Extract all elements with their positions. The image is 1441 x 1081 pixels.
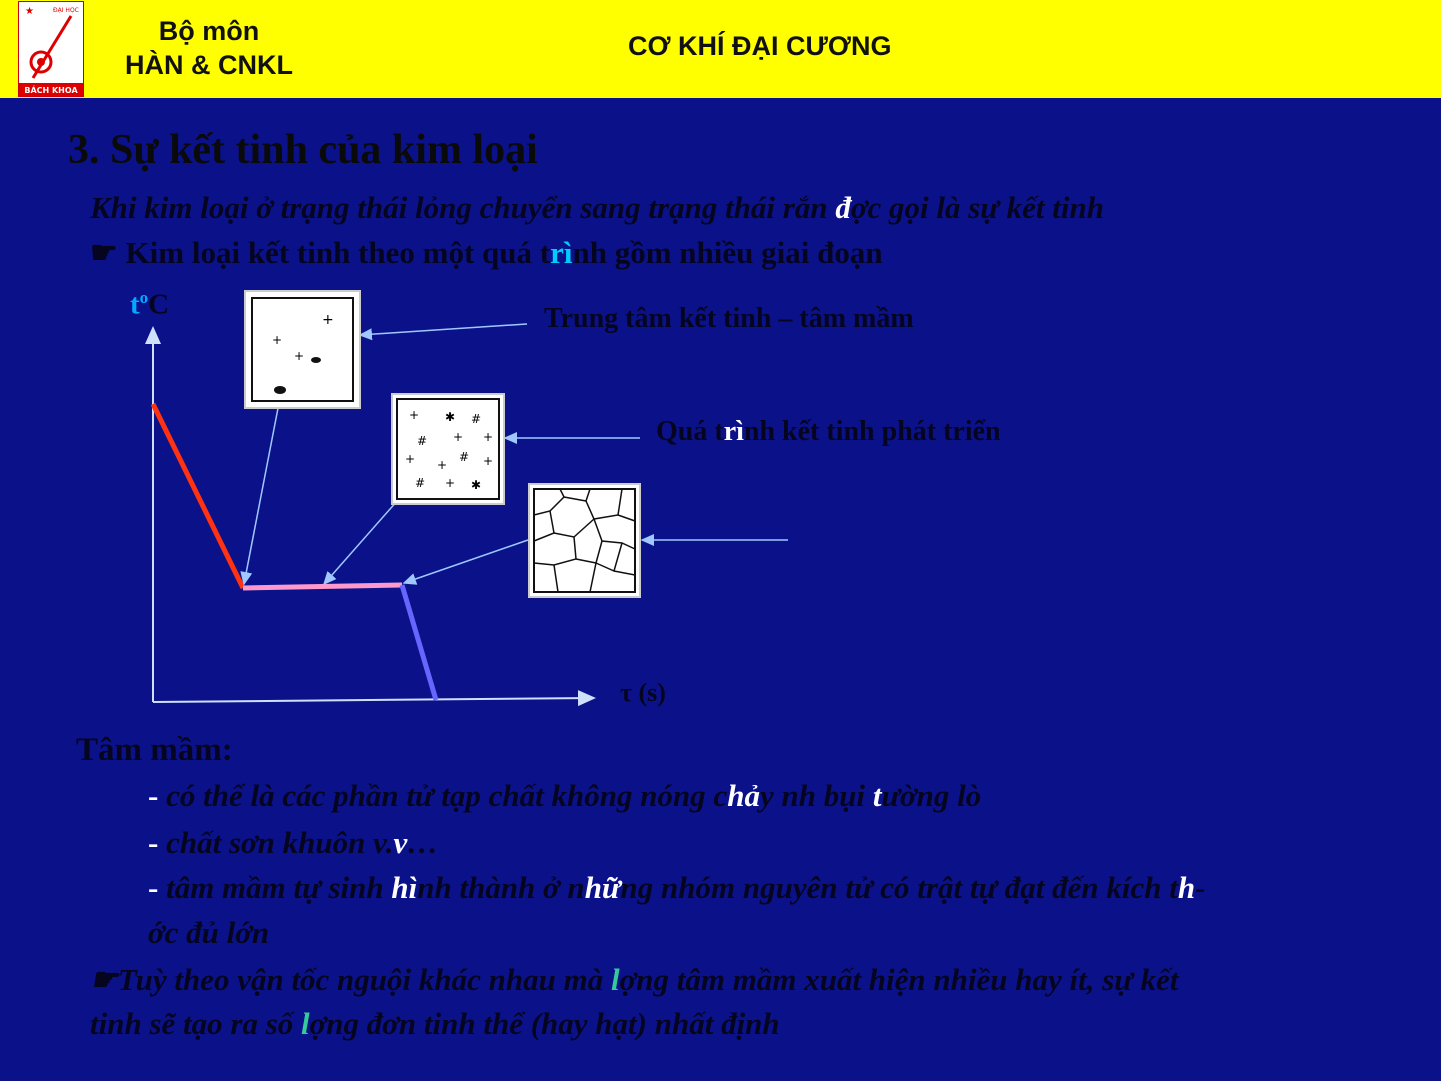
solid-cooling-segment (402, 585, 436, 700)
conclusion-line-1: ☛Tuỳ theo vận tốc nguội khác nhau mà lợng tâm mầm xuất hiện nhiều hay ít, sự kết (90, 962, 1179, 997)
nuclei-item-3-cont: ớc đủ lớn (148, 915, 270, 950)
liquid-cooling-segment (153, 404, 243, 588)
growth-micrograph (391, 393, 505, 505)
nuclei-micrograph (244, 290, 361, 409)
svg-text:+: + (483, 430, 494, 444)
y-axis-label: $t^oC$ (130, 288, 170, 321)
grains-micrograph (528, 483, 641, 598)
course-title: CƠ KHÍ ĐẠI CƯƠNG (628, 31, 892, 61)
svg-text:#: # (471, 412, 482, 426)
nuclei-label: Trung tâm kết tinh – tâm mầm (544, 303, 914, 334)
pointer-arrow-nuclei-to-curve (244, 403, 279, 584)
pointer-arrow-nuclei-label (360, 324, 527, 335)
department-name: Bộ môn HÀN & CNKL (125, 16, 293, 80)
svg-text:+: + (272, 333, 283, 347)
nuclei-item-2: - chất sơn khuôn v.v… (148, 825, 439, 860)
svg-text:#: # (459, 450, 470, 464)
growth-label: Quá trình kết tinh phát triển (656, 416, 1001, 447)
x-axis (153, 698, 594, 702)
svg-text:+: + (437, 458, 448, 472)
pointer-arrow-grains-to-curve (404, 540, 528, 583)
nuclei-heading: Tâm mầm: (76, 732, 233, 768)
slide-title: 3. Sự kết tinh của kim loại (68, 127, 538, 173)
svg-text:ĐẠI HỌC: ĐẠI HỌC (53, 7, 79, 14)
svg-text:+: + (294, 349, 305, 363)
svg-text:+: + (405, 452, 416, 466)
nuclei-item-1: - có thể là các phần tử tạp chất không nóng chảy nh bụi tường lò (148, 778, 982, 813)
x-axis-label: τ (s) (620, 678, 666, 707)
svg-text:BÁCH KHOA: BÁCH KHOA (24, 86, 78, 95)
svg-text:+: + (483, 454, 494, 468)
conclusion-line-2: tinh sẽ tạo ra số lợng đơn tinh thể (hay hạt) nhất định (90, 1006, 780, 1041)
svg-text:✱: ✱ (471, 478, 482, 492)
svg-text:★: ★ (25, 6, 34, 17)
pointer-arrow-growth-to-curve (324, 500, 398, 584)
intro-text: Khi kim loại ở trạng thái lỏng chuyển sang trạng thái rắn đợc gọi là sự kết tinh (90, 190, 1104, 225)
svg-text:#: # (415, 476, 426, 490)
nuclei-item-3: - tâm mầm tự sinh hình thành ở những nhóm nguyên tử có trật tự đạt đến kích th- (148, 870, 1206, 905)
svg-text:+: + (453, 430, 464, 444)
svg-text:+: + (322, 312, 334, 328)
svg-text:✱: ✱ (445, 410, 456, 424)
svg-text:#: # (417, 434, 428, 448)
crystallization-plateau (243, 585, 402, 588)
svg-text:+: + (409, 408, 420, 422)
stages-bullet: ☛ Kim loại kết tinh theo một quá trình gồm nhiều giai đoạn (90, 235, 883, 270)
svg-text:+: + (445, 476, 456, 490)
